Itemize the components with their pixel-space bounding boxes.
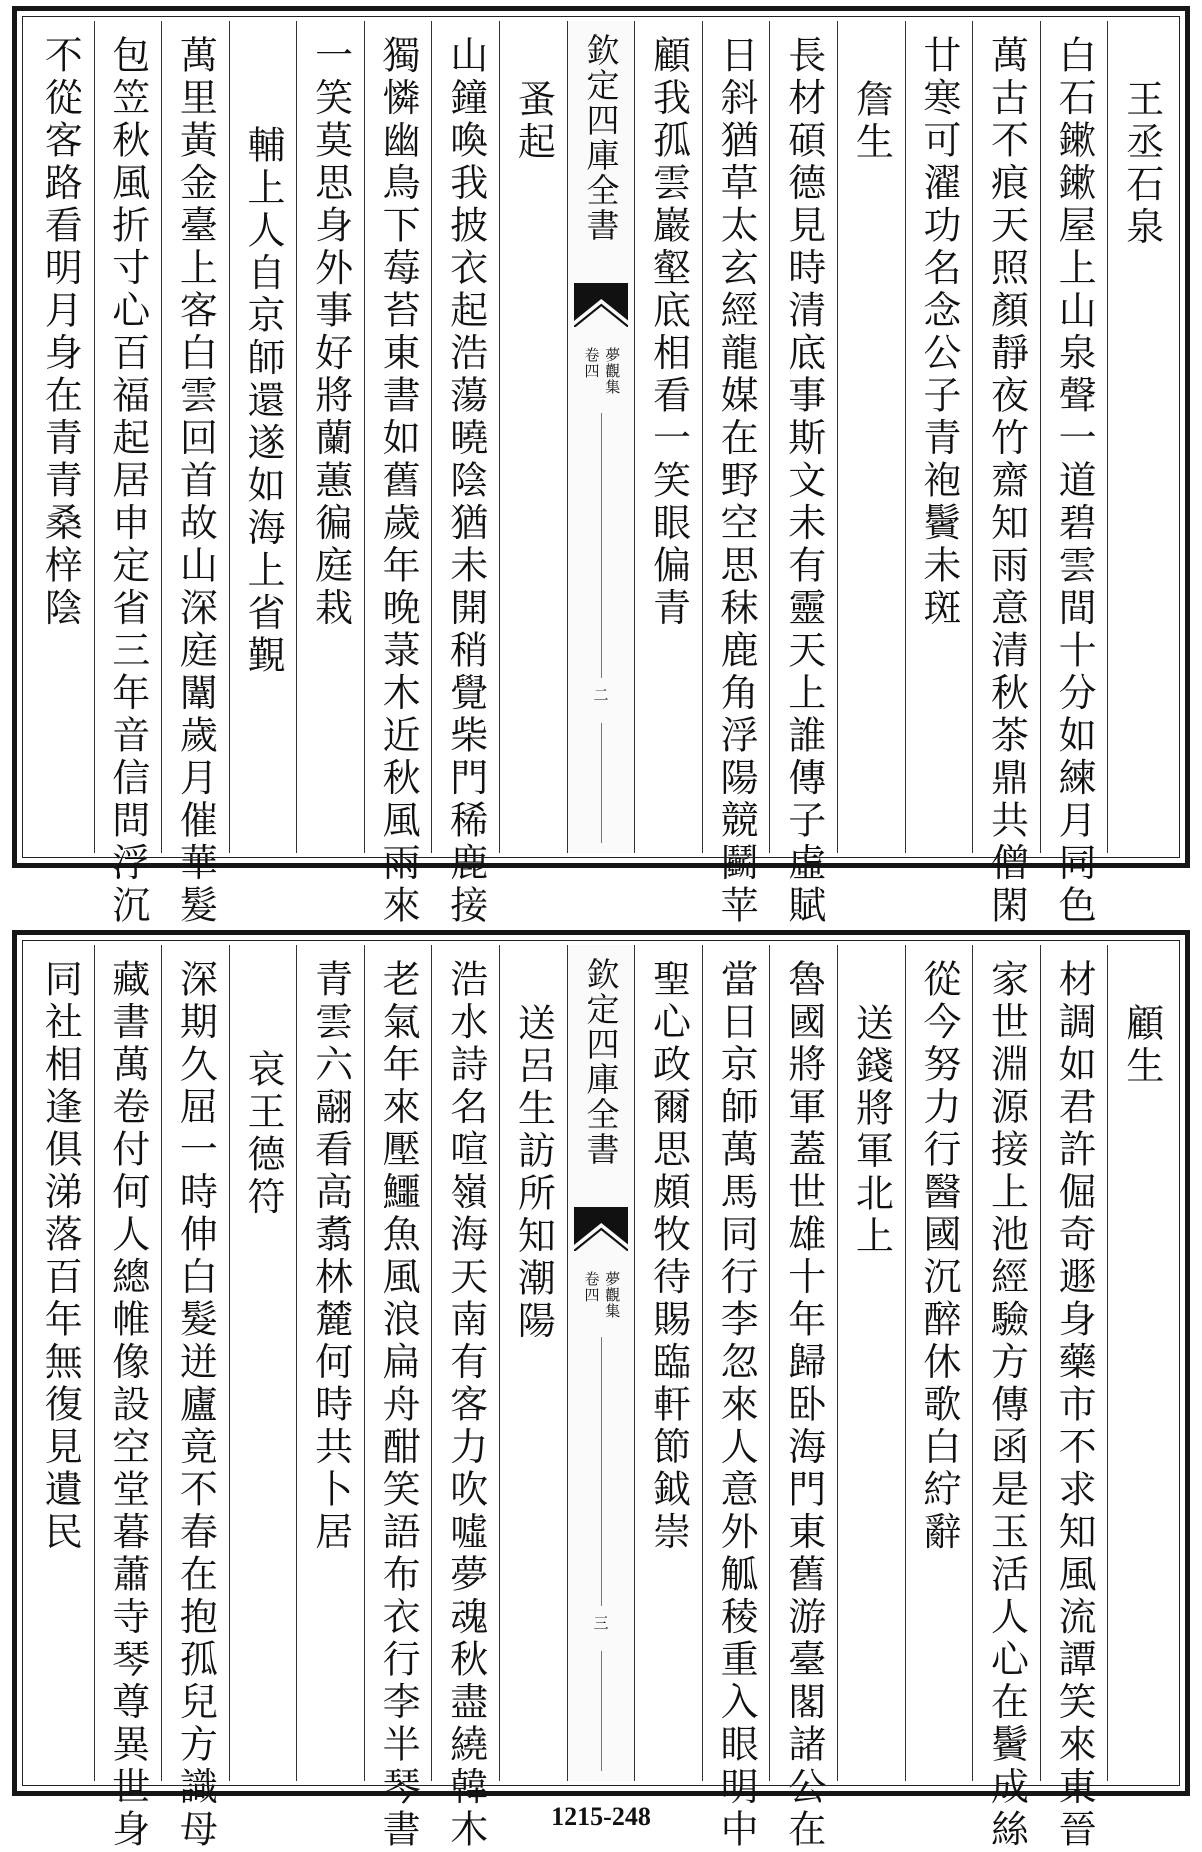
text-column xyxy=(296,21,364,853)
fold-divider xyxy=(601,1337,602,1606)
text-column xyxy=(94,21,162,928)
fold-divider xyxy=(601,413,602,678)
text-column xyxy=(905,21,973,853)
fold-divider xyxy=(601,723,602,843)
fish-tail-mark-icon xyxy=(574,1207,629,1251)
column-text: 不從客路看明月身在青青桑梓陰 xyxy=(38,35,83,630)
text-column xyxy=(364,21,432,928)
center-book-title: 欽定四庫全書 xyxy=(581,957,621,1167)
fold-page-number: 二 xyxy=(593,686,609,704)
fold-volume: 卷四 xyxy=(582,347,601,379)
text-column xyxy=(837,21,905,853)
column-text: 魯國將軍蓋世雄十年歸卧海門東舊游臺閣諸公在 xyxy=(781,959,826,1852)
column-text: 家世淵源接上池經驗方傳函是玉活人心在鬢成絲 xyxy=(984,959,1029,1852)
column-text: 日斜猶草太玄經龍媒在野空思秣鹿角浮陽競鬬苹 xyxy=(714,35,759,928)
text-column xyxy=(499,21,567,853)
text-column xyxy=(702,945,770,1852)
column-text: 藏書萬卷付何人總帷像設空堂暮蕭寺琴尊異世身 xyxy=(105,959,150,1852)
column-text: 同社相逢俱涕落百年無復見遺民 xyxy=(38,959,83,1554)
text-column xyxy=(972,21,1040,928)
column-text: 獨憐幽鳥下莓苔東書如舊歲年晚菉木近秋風雨來 xyxy=(376,35,421,928)
text-column xyxy=(702,21,770,928)
text-column xyxy=(161,21,229,928)
column-text: 一笑莫思身外事好將蘭蕙徧庭栽 xyxy=(308,35,353,630)
column-text: 顧生 xyxy=(1119,1003,1164,1088)
fold-collection-name: 夢觀集 xyxy=(603,347,622,395)
column-text: 從今努力行醫國沉醉休歌白紵辭 xyxy=(916,959,961,1554)
column-text: 詹生 xyxy=(849,79,894,164)
column-text: 萬古不痕天照顏靜夜竹齋知雨意清秋茶鼎共僧閑 xyxy=(984,35,1029,928)
text-column xyxy=(1107,21,1175,853)
fold-caption xyxy=(583,347,620,395)
text-column xyxy=(431,21,499,928)
text-column xyxy=(769,21,837,928)
text-column xyxy=(364,945,432,1852)
column-text: 萬里黃金臺上客白雲回首故山深庭闈歲月催華髮 xyxy=(173,35,218,928)
column-text: 聖心政爾思頗牧待賜臨軒節鉞崇 xyxy=(646,959,691,1554)
column-text: 哀王德符 xyxy=(240,1049,285,1219)
column-text: 輔上人自京師還遂如海上省覲 xyxy=(240,125,285,678)
column-text: 材調如君許倔奇遯身藥市不求知風流譚笑來東晉 xyxy=(1052,959,1097,1852)
fold-collection-name: 夢觀集 xyxy=(603,1271,622,1319)
text-column xyxy=(296,945,364,1781)
column-text: 老氣年來壓鱷魚風浪扁舟酣笑語布衣行李半琴書 xyxy=(376,959,421,1852)
column-text: 山鐘喚我披衣起浩蕩曉陰猶未開稍覺柴門稀鹿接 xyxy=(443,35,488,928)
text-column xyxy=(837,945,905,1781)
text-column xyxy=(431,945,499,1852)
column-text: 長材碩德見時清底事斯文未有靈天上誰傳子虛賦 xyxy=(781,35,826,928)
column-text: 送呂生訪所知潮陽 xyxy=(511,1003,556,1343)
center-fold-column xyxy=(567,945,635,1781)
fish-tail-mark-icon xyxy=(574,283,629,327)
center-book-title: 欽定四庫全書 xyxy=(581,33,621,243)
text-column xyxy=(27,945,94,1781)
text-column xyxy=(634,21,702,853)
text-column xyxy=(229,945,297,1781)
fold-page-number: 三 xyxy=(593,1614,609,1632)
text-column xyxy=(1107,945,1175,1781)
column-text: 浩水詩名喧嶺海天南有客力吹噓夢魂秋盡繞韓木 xyxy=(443,959,488,1852)
column-text: 白石鏉鏉屋上山泉聲一道碧雲間十分如練月同色 xyxy=(1052,35,1097,928)
column-text: 送錢將軍北上 xyxy=(849,1003,894,1258)
column-text: 青雲六翮看高翥林麓何時共卜居 xyxy=(308,959,353,1554)
text-column xyxy=(161,945,229,1852)
text-column xyxy=(499,945,567,1781)
text-column xyxy=(634,945,702,1781)
fold-volume: 卷四 xyxy=(582,1271,601,1303)
text-column xyxy=(769,945,837,1852)
text-column xyxy=(1040,945,1108,1852)
column-text: 顧我孤雲巖壑底相看一笑眼偏青 xyxy=(646,35,691,630)
text-column xyxy=(94,945,162,1852)
fold-caption xyxy=(583,1271,620,1319)
center-fold-column xyxy=(567,21,635,853)
text-column xyxy=(27,21,94,853)
page-code: 1215-248 xyxy=(551,1802,651,1831)
column-text: 蚤起 xyxy=(511,79,556,164)
text-column xyxy=(972,945,1040,1852)
text-column xyxy=(1040,21,1108,928)
column-text: 當日京師萬馬同行李忽來人意外觚稜重入眼明中 xyxy=(714,959,759,1852)
fold-divider xyxy=(601,1651,602,1771)
upper-page-columns xyxy=(27,21,1175,928)
column-text: 廿寒可濯功名念公子青袍鬢未斑 xyxy=(916,35,961,630)
column-text: 包笠秋風折寸心百福起居申定省三年音信問浮沉 xyxy=(105,35,150,928)
upper-page-block xyxy=(12,6,1190,928)
column-text: 王丞石泉 xyxy=(1119,79,1164,249)
text-column xyxy=(229,21,297,853)
column-text: 深期久屈一時伸白髮迸廬竟不春在抱孤兒方識母 xyxy=(173,959,218,1852)
text-column xyxy=(905,945,973,1781)
